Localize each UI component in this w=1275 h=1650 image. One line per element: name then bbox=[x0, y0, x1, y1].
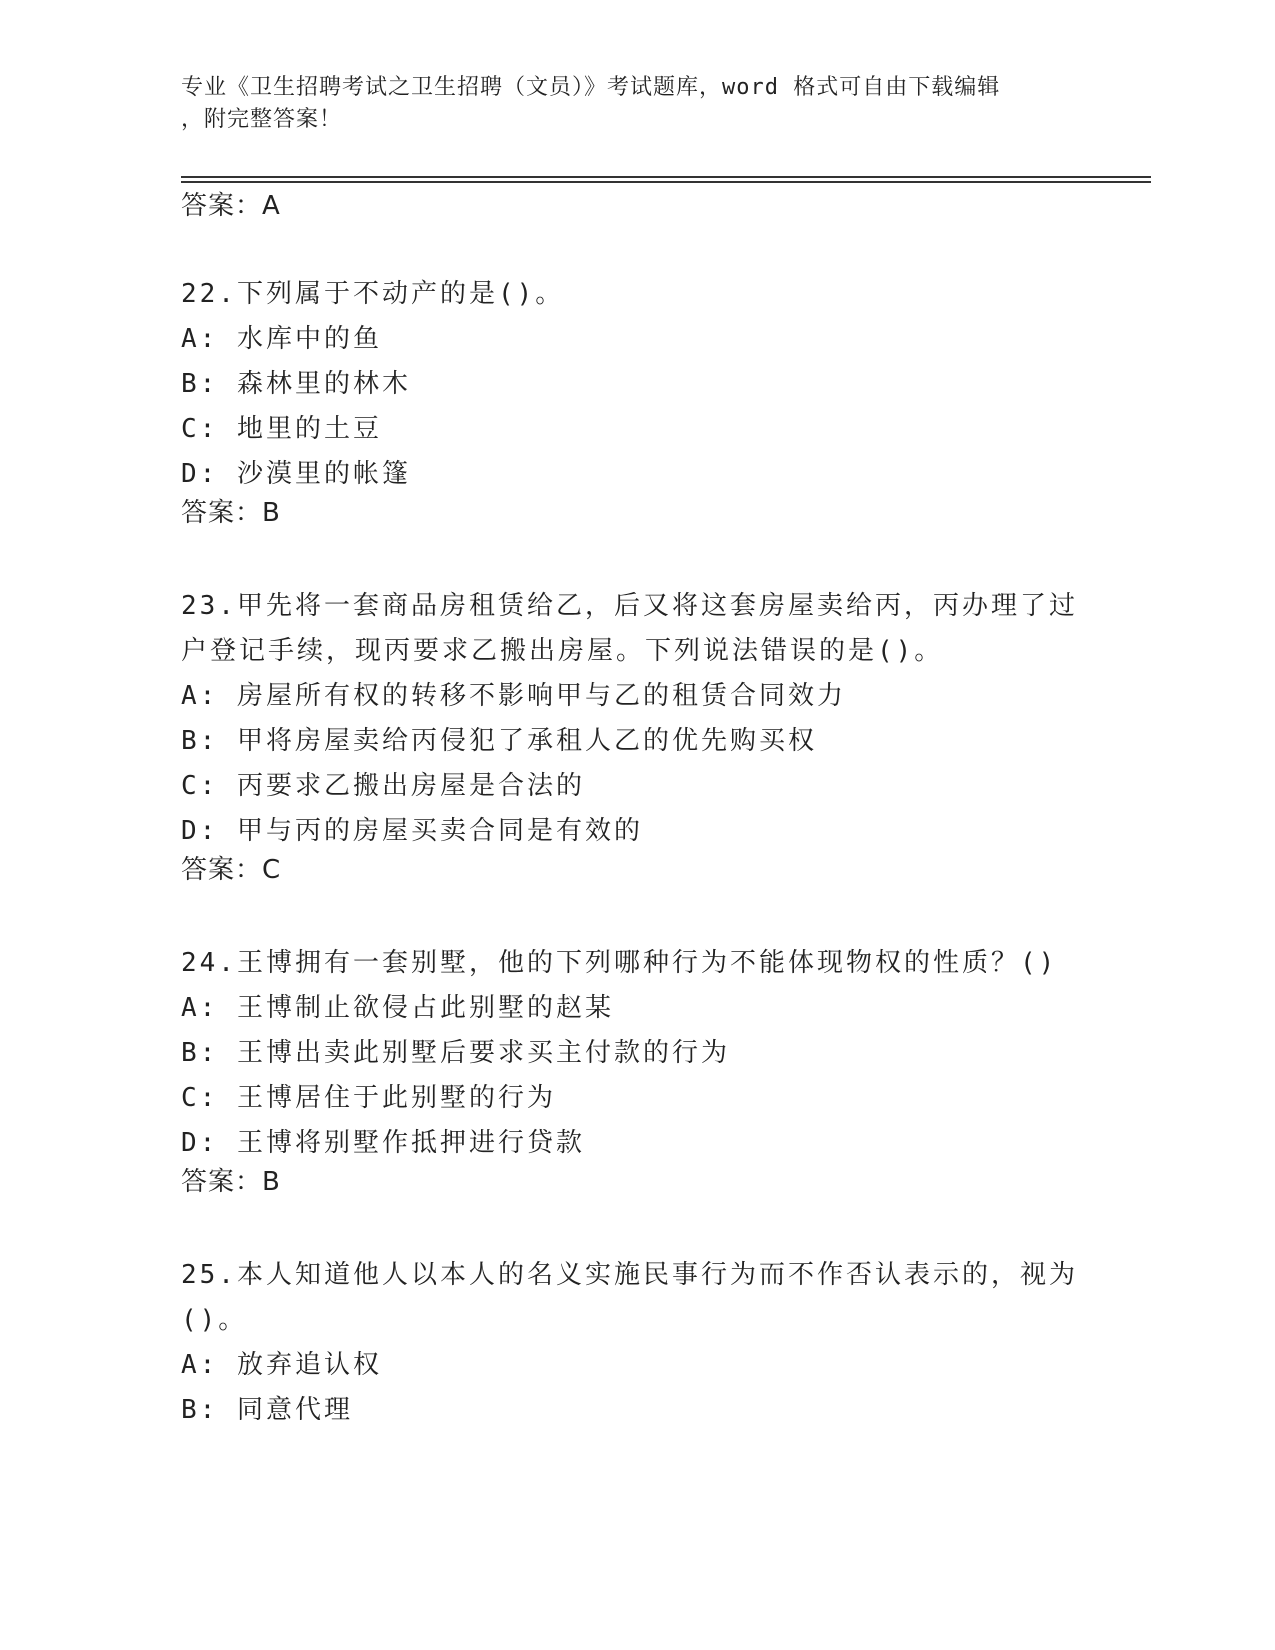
option-d: D: 王博将别墅作抵押进行贷款 bbox=[181, 1128, 585, 1158]
option-b: B: 同意代理 bbox=[181, 1395, 353, 1425]
option-c: C: 王博居住于此别墅的行为 bbox=[181, 1083, 556, 1113]
question-text-line-1: 25.本人知道他人以本人的名义实施民事行为而不作否认表示的，视为 bbox=[181, 1260, 1078, 1290]
question-list bbox=[181, 190, 1101, 1433]
option-a: A: 王博制止欲侵占此别墅的赵某 bbox=[181, 993, 614, 1023]
question-block-23 bbox=[181, 584, 1101, 899]
question-text: 24.王博拥有一套别墅，他的下列哪种行为不能体现物权的性质？() bbox=[181, 948, 1058, 978]
question-text-line-2: 户登记手续，现丙要求乙搬出房屋。下列说法错误的是()。 bbox=[181, 636, 944, 666]
header-divider-top bbox=[181, 176, 1151, 178]
question-text bbox=[181, 584, 1101, 674]
document-header bbox=[181, 72, 1041, 136]
question-text bbox=[181, 1253, 1101, 1343]
option-a: A: 放弃追认权 bbox=[181, 1350, 382, 1380]
header-line-2: ，附完整答案！ bbox=[181, 107, 343, 132]
question-block-24 bbox=[181, 941, 1101, 1211]
option-d: D: 沙漠里的帐篷 bbox=[181, 459, 411, 489]
option-c: C: 丙要求乙搬出房屋是合法的 bbox=[181, 771, 585, 801]
answer-line: 答案：B bbox=[181, 498, 281, 528]
question-block-22 bbox=[181, 272, 1101, 542]
header-divider-bottom bbox=[181, 181, 1151, 183]
question-text-line-1: 23.甲先将一套商品房租赁给乙，后又将这套房屋卖给丙，丙办理了过 bbox=[181, 591, 1078, 621]
option-b: B: 甲将房屋卖给丙侵犯了承租人乙的优先购买权 bbox=[181, 726, 817, 756]
question-block-25 bbox=[181, 1253, 1101, 1433]
question-text: 22.下列属于不动产的是()。 bbox=[181, 279, 565, 309]
option-d: D: 甲与丙的房屋买卖合同是有效的 bbox=[181, 816, 643, 846]
option-a: A: 房屋所有权的转移不影响甲与乙的租赁合同效力 bbox=[181, 681, 846, 711]
question-text-line-2: ()。 bbox=[181, 1305, 248, 1335]
answer-line: 答案：B bbox=[181, 1167, 281, 1197]
option-b: B: 王博出卖此别墅后要求买主付款的行为 bbox=[181, 1038, 730, 1068]
header-line-1: 专业《卫生招聘考试之卫生招聘（文员）》考试题库，word 格式可自由下载编辑 bbox=[181, 75, 1001, 100]
option-c: C: 地里的土豆 bbox=[181, 414, 382, 444]
option-a: A: 水库中的鱼 bbox=[181, 324, 382, 354]
answer-line: 答案：A bbox=[181, 191, 281, 221]
option-b: B: 森林里的林木 bbox=[181, 369, 411, 399]
answer-line: 答案：C bbox=[181, 855, 282, 885]
